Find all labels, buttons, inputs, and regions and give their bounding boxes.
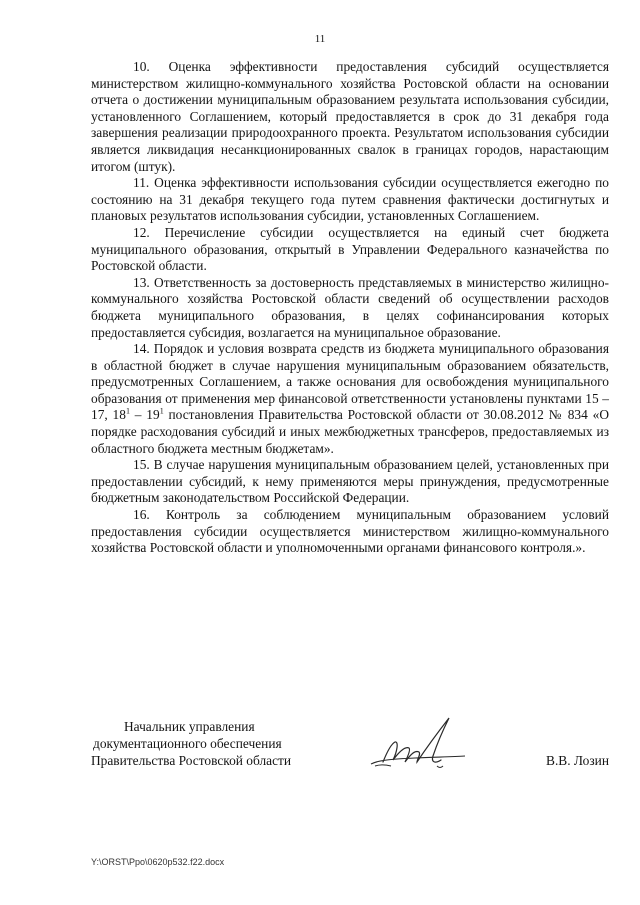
- superscript: 1: [125, 407, 130, 416]
- signatory-title-line: Правительства Ростовской области: [91, 753, 292, 768]
- signatory-title: [91, 718, 351, 769]
- paragraph-14-part3: постановления Правительства Ростовской области от 30.08.2012 № 834 «О порядке расходования субсидий и иных межбюджетных трансферов, предоставляемых из областного бюджета местным бюджетам».: [91, 407, 609, 456]
- paragraph-14-part2: – 19: [129, 407, 160, 423]
- paragraph-11: 11. Оценка эффективности использования субсидии осуществляется ежегодно по состоянию на 31 декабря текущего года путем сравнения фактически достигнутых и плановых результатов использования субсидии, установленных Соглашением.: [91, 175, 609, 224]
- paragraph-14-part1: 14. Порядок и условия возврата средств из бюджета муниципального образования в областной бюджет в случае нарушения муниципальным образованием обязательств, предусмотренных Соглашением, а также основания для освобождения муниципального образования от применения мер финансовой ответственности установлены пунктами 15 – 17, 18: [91, 341, 609, 423]
- paragraph-13: 13. Ответственность за достоверность представляемых в министерство жилищно-коммунального хозяйства Ростовской области сведений об осуществлении расходов бюджета муниципального образования, в целях софинансирования которых предоставляется субсидия, возлагается на муниципальное образование.: [91, 274, 609, 340]
- signatory-title-line: Начальник управления: [124, 719, 255, 734]
- signature-block: [91, 718, 609, 788]
- file-path-footer: Y:\ORST\Ppo\0620p532.f22.docx: [91, 857, 225, 867]
- document-body: [91, 59, 609, 557]
- superscript: 1: [159, 407, 164, 416]
- paragraph-14: [91, 341, 609, 457]
- handwritten-signature: [353, 708, 473, 778]
- paragraph-12: 12. Перечисление субсидии осуществляется на единый счет бюджета муниципального образования, открытый в Управлении Федерального казначейства по Ростовской области.: [91, 224, 609, 274]
- signatory-title-line: документационного обеспечения: [93, 736, 282, 751]
- paragraph-16: 16. Контроль за соблюдением муниципальным образованием условий предоставления субсидии осуществляется министерством жилищно-коммунального хозяйства Ростовской области и уполномоченными органами финансового контроля.».: [91, 507, 609, 556]
- page-number: 11: [314, 33, 326, 45]
- paragraph-10: 10. Оценка эффективности предоставления субсидий осуществляется министерством жилищно-коммунального хозяйства Ростовской области на основании отчета о достижении муниципальным образованием результата использования субсидии, установленного Соглашением, который предоставляется в срок до 31 декабря года завершения реализации природоохранного проекта. Результатом использования субсидии является ликвидация несанкционированных свалок в границах городов, нарастающим итогом (штук).: [91, 59, 609, 174]
- signatory-name: В.В. Лозин: [546, 753, 609, 768]
- paragraph-15: 15. В случае нарушения муниципальным образованием целей, установленных при предоставлении субсидий, к нему применяются меры принуждения, предусмотренные бюджетным законодательством Российской Федерации.: [91, 457, 609, 506]
